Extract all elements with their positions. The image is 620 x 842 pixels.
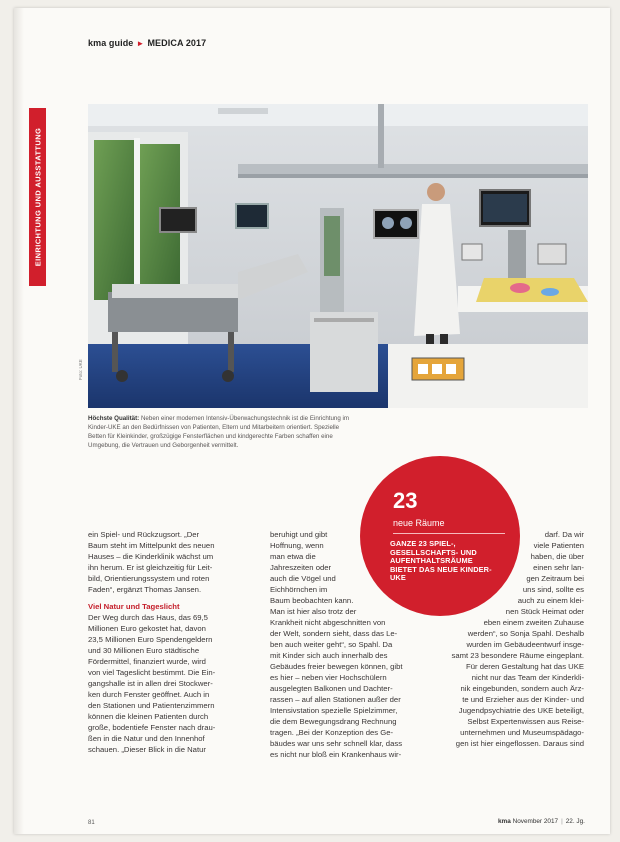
text-line: samt 23 besondere Räume eingeplant. [451,651,584,660]
text-line: wurden im Gebäudeentwurf insge- [466,640,584,649]
text-line: mit Kinder sich auch innerhalb des [270,651,388,660]
text-line: die dem Bewegungsdrang Rechnung [270,717,397,726]
text-line: können die kleinen Patienten durch [88,712,209,721]
text-line: Gebäudes freier bewegen können, gibt [270,662,403,671]
sub-heading: Viel Natur und Tageslicht [88,602,180,611]
text-line: einen sehr lan- [533,563,584,572]
text-line: Jugendpsychiatrie des UKE beteiligt, [458,706,584,715]
text-line: Krankheit nicht abgeschnitten von [270,618,386,627]
text-line: Man ist hier also trotz der [270,607,357,616]
text-line: ihn herum. Er ist gleichzeitig für Leit- [88,563,213,572]
text-line: es nicht nur bloß ein Krankenhaus wir- [270,750,402,759]
footer-issue: November 2017 [512,818,559,825]
text-line: große, bodentiefe Fenster nach drau- [88,723,216,732]
text-line: haben, die über [530,552,584,561]
text-line: bäudes war uns sehr schnell klar, dass [270,739,403,748]
footer-magazine: kma [498,818,511,825]
text-line: Hauses – die Kinderklinik wächst um [88,552,214,561]
caption-lead: Höchste Qualität: [88,415,140,422]
article-column-2 [270,529,430,760]
text-line: eben einem zweiten Zuhause [483,618,584,627]
text-line: der Welt, sondern sieht, dass das Le- [270,629,398,638]
text-line: Intensivstation spezielle Spielzimmer, [270,706,398,715]
text-line: schauen. „Dieser Blick in die Natur [88,745,206,754]
text-line: ßen in die Natur und den Innenhof [88,734,205,743]
callout-number: 23 [393,488,418,513]
text-line: darf. Da wir [544,530,584,539]
text-line: ben auch weiter geht“, so Spahl. Da [270,640,393,649]
text-line: gangshalle ist in allen drei Stockwer- [88,679,213,688]
text-line: auch zu einem klei- [517,596,584,605]
text-line: Millionen Euro gekostet hat, davon [88,624,206,633]
text-line: auch die Vögel und [270,574,336,583]
text-line: nicht nur das Team der Kinderkli- [471,673,584,682]
text-line: nen Stück Heimat oder [505,607,584,616]
arrow-right-icon: ► [136,39,145,48]
header-event: MEDICA 2017 [147,38,207,48]
text-line: Für deren Gestaltung hat das UKE [466,662,584,671]
text-line: Eichhörnchen im [270,585,328,594]
text-line: ausgelegten Balkonen und Dachter- [270,684,393,693]
text-line: unternehmen und Museumspädago- [460,728,584,737]
text-line: Selbst Expertenwissen aus Reise- [467,717,584,726]
magazine-page [14,8,610,834]
hospital-room-photo [88,104,588,408]
article-column-1 [88,529,248,755]
column-1-body [88,612,248,755]
text-line: ein Spiel- und Rückzugsort. „Der [88,530,200,539]
caption-text: Neben einer modernen Intensiv-Überwachungstechnik ist die Einrichtung im Kinder-UKE an den Bedürfnissen von Patienten, Eltern und Mitarbeitern orientiert. Spezielle Betten für Kleinkinder, großzügige Fensterflächen und kindgerechte Farben schaffen eine Umgebung, die Vertrauen und Geborgenheit vermittelt. [88,415,350,449]
text-line: Hoffnung, wenn [270,541,324,550]
text-line: te und Erzieher aus der Kinder- und [462,695,584,704]
text-line: rassen – auf allen Stationen außer der [270,695,401,704]
text-line: den Stationen und Patientenzimmern [88,701,215,710]
text-line: 23,5 Millionen Euro Spendengeldern [88,635,213,644]
photo-credit: Foto: UKE [78,359,83,380]
text-line: Jahreszeiten oder [270,563,332,572]
column-1-intro [88,529,248,595]
text-line: nik eingebunden, sondern auch Ärz- [460,684,584,693]
text-line: uns sind, sollte es [522,585,584,594]
text-line: ken durch Fenster geöffnet. Auch in [88,690,210,699]
text-line: bild, Orientierungssystem und roten [88,574,210,583]
text-line: werden“, so Sonja Spahl. Deshalb [467,629,584,638]
text-line: Faden“, ergänzt Thomas Jansen. [88,585,202,594]
text-line: Baum steht im Mittelpunkt des neuen [88,541,215,550]
text-line: Baum beobachten kann. [270,596,354,605]
page-footer [498,818,585,825]
text-line: Fördermittel, finanziert wurde, wird [88,657,206,666]
article-column-3 [434,529,584,749]
section-tab [29,108,46,286]
hospital-room-illustration [88,104,588,408]
footer-volume: 22. Jg. [565,818,585,825]
text-line: es hier – neben vier Hochschülern [270,673,387,682]
photo-caption [88,414,350,450]
header-brand: kma guide [88,38,134,48]
text-line: Der Weg durch das Haus, das 69,5 [88,613,208,622]
footer-separator: | [561,818,563,825]
text-line: man etwa die [270,552,316,561]
callout-subtitle: neue Räume [393,518,445,528]
text-line: viele Patienten [533,541,584,550]
text-line: gen ist hier eingeflossen. Daraus sind [455,739,584,748]
text-line: beruhigt und gibt [270,530,328,539]
running-header [88,38,206,48]
text-line: und 30 Millionen Euro städtische [88,646,200,655]
page-number-left: 81 [88,820,95,826]
callout-description: GANZE 23 SPIEL-, GESELLSCHAFTS- UND AUFENTHALTSRÄUME BIETET DAS NEUE KINDER-UKE [390,539,492,583]
text-line: tragen. „Bei der Konzeption des Ge- [270,728,394,737]
text-line: von viel Tageslicht bestimmt. Die Ein- [88,668,216,677]
section-label: EINRICHTUNG UND AUSSTATTUNG [33,127,42,267]
text-line: gen Zeitraum bei [526,574,584,583]
